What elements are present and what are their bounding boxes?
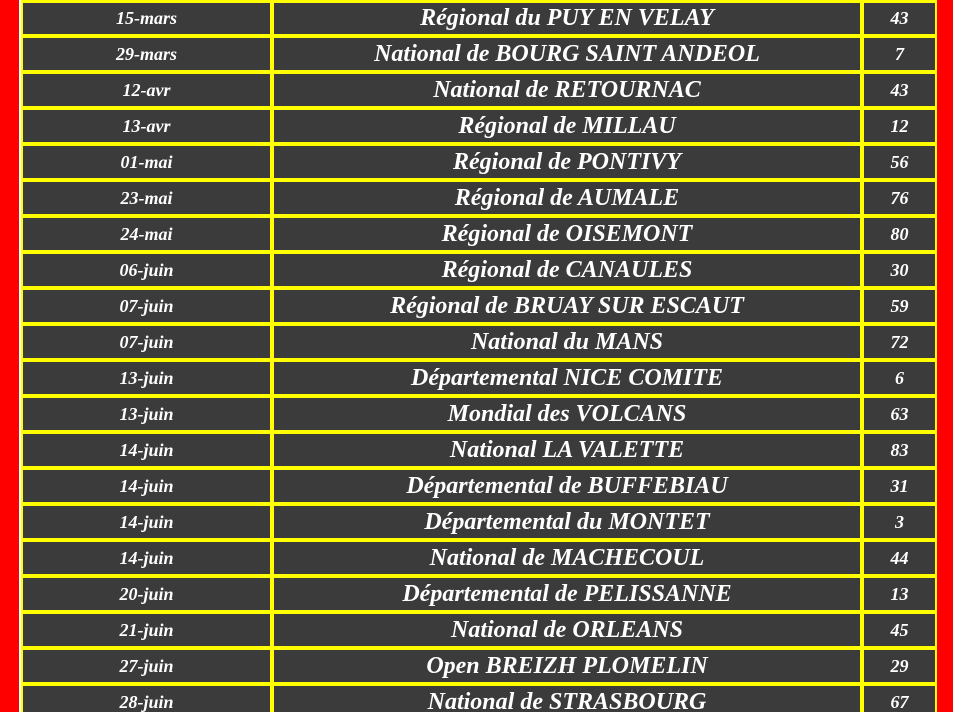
event-name-cell: National LA VALETTE [272,432,862,468]
event-name-cell: Open BREIZH PLOMELIN [272,648,862,684]
event-row [21,468,937,504]
event-name-cell: Régional de AUMALE [272,180,862,216]
event-row [21,108,937,144]
event-row [21,648,937,684]
event-department-cell: 76 [862,180,937,216]
event-row [21,216,937,252]
event-department-cell: 44 [862,540,937,576]
event-row [21,504,937,540]
event-date-cell: 20-juin [21,576,272,612]
event-date-cell: 21-juin [21,612,272,648]
event-department-cell: 30 [862,252,937,288]
event-department-cell: 31 [862,468,937,504]
event-department-cell: 12 [862,108,937,144]
event-name-cell: Départemental de BUFFEBIAU [272,468,862,504]
event-row [21,576,937,612]
event-date-cell: 24-mai [21,216,272,252]
event-date-cell: 14-juin [21,468,272,504]
event-date-cell: 14-juin [21,504,272,540]
event-row [21,612,937,648]
event-name-cell: Régional de MILLAU [272,108,862,144]
event-date-cell: 15-mars [21,0,272,36]
event-date-cell: 01-mai [21,144,272,180]
event-name-cell: Régional de BRUAY SUR ESCAUT [272,288,862,324]
event-row [21,72,937,108]
event-name-cell: National de STRASBOURG [272,684,862,712]
event-row [21,324,937,360]
event-name-cell: National de BOURG SAINT ANDEOL [272,36,862,72]
event-date-cell: 06-juin [21,252,272,288]
event-name-cell: Régional du PUY EN VELAY [272,0,862,36]
event-name-cell: Régional de OISEMONT [272,216,862,252]
event-row [21,180,937,216]
event-department-cell: 63 [862,396,937,432]
event-date-cell: 14-juin [21,432,272,468]
event-row [21,252,937,288]
event-date-cell: 07-juin [21,288,272,324]
event-department-cell: 43 [862,72,937,108]
event-department-cell: 6 [862,360,937,396]
event-date-cell: 13-juin [21,396,272,432]
event-name-cell: Mondial des VOLCANS [272,396,862,432]
events-table [21,0,937,712]
event-row [21,432,937,468]
event-name-cell: National de MACHECOUL [272,540,862,576]
event-department-cell: 80 [862,216,937,252]
event-department-cell: 3 [862,504,937,540]
event-date-cell: 13-juin [21,360,272,396]
event-row [21,0,937,36]
event-department-cell: 45 [862,612,937,648]
event-department-cell: 67 [862,684,937,712]
event-name-cell: National de ORLEANS [272,612,862,648]
event-row [21,36,937,72]
event-date-cell: 28-juin [21,684,272,712]
event-department-cell: 13 [862,576,937,612]
event-name-cell: Départemental NICE COMITE [272,360,862,396]
event-date-cell: 23-mai [21,180,272,216]
event-date-cell: 29-mars [21,36,272,72]
event-department-cell: 56 [862,144,937,180]
event-row [21,396,937,432]
events-table-body [21,0,937,712]
event-date-cell: 12-avr [21,72,272,108]
event-date-cell: 27-juin [21,648,272,684]
event-department-cell: 43 [862,0,937,36]
event-name-cell: Départemental de PELISSANNE [272,576,862,612]
event-date-cell: 07-juin [21,324,272,360]
event-department-cell: 72 [862,324,937,360]
event-row [21,360,937,396]
event-name-cell: Régional de CANAULES [272,252,862,288]
event-department-cell: 59 [862,288,937,324]
event-row [21,540,937,576]
event-name-cell: National de RETOURNAC [272,72,862,108]
event-row [21,684,937,712]
event-name-cell: National du MANS [272,324,862,360]
event-department-cell: 7 [862,36,937,72]
event-date-cell: 13-avr [21,108,272,144]
event-department-cell: 29 [862,648,937,684]
event-row [21,288,937,324]
event-department-cell: 83 [862,432,937,468]
event-name-cell: Départemental du MONTET [272,504,862,540]
event-row [21,144,937,180]
event-name-cell: Régional de PONTIVY [272,144,862,180]
event-date-cell: 14-juin [21,540,272,576]
